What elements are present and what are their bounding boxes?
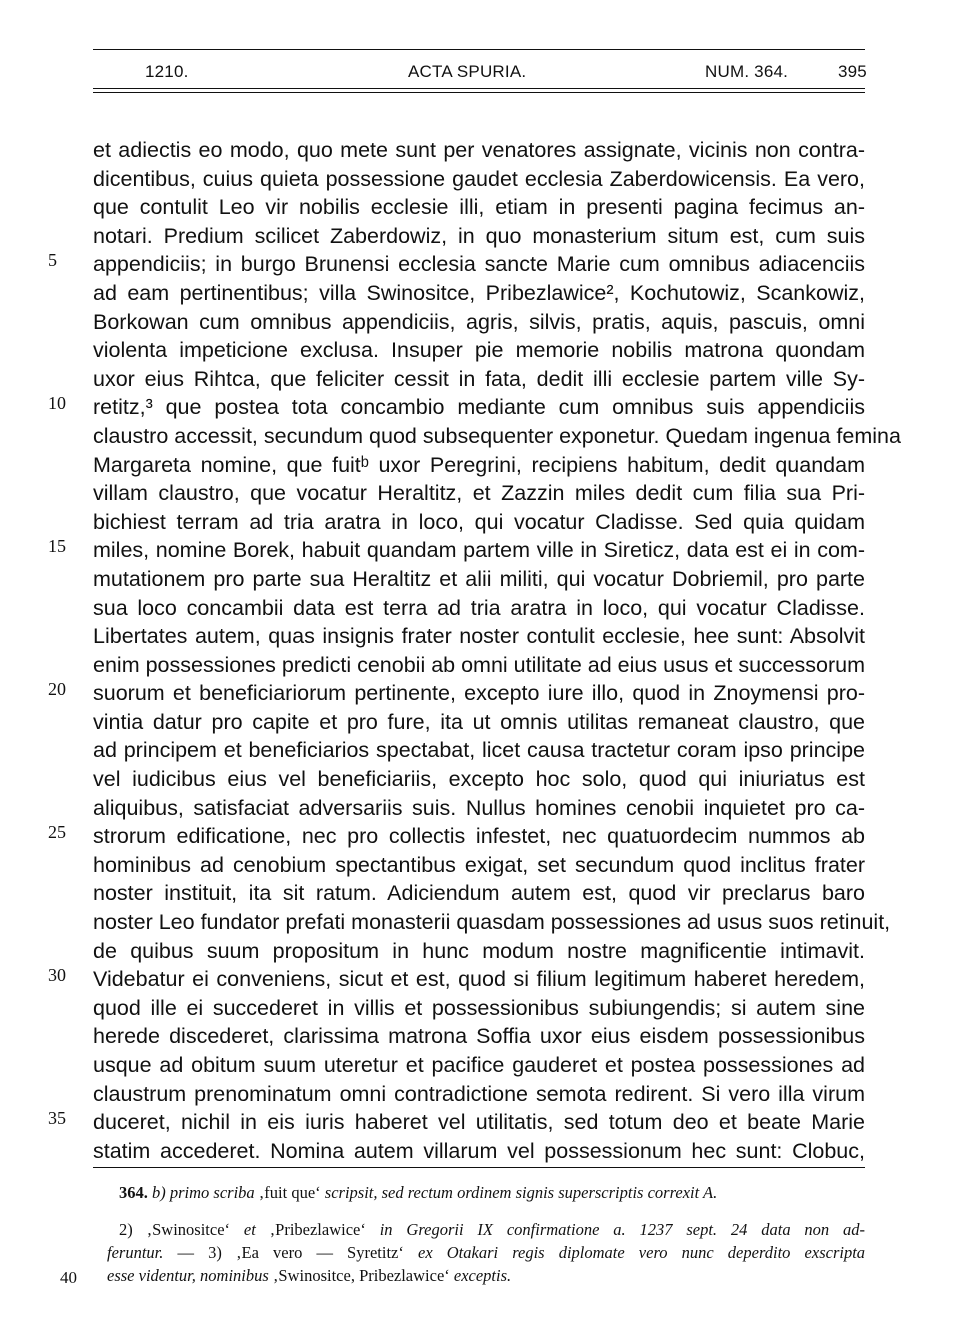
text-line: que contulit Leo vir nobilis ecclesie illi, etiam in presenti pagina fecimus an- [93, 195, 865, 220]
footnote-quote: ‚fuit que‘ [258, 1183, 321, 1202]
text-line: statim accederet. Nomina autem villarum vel possessionum hec sunt: Clobuc, [93, 1138, 865, 1163]
text-line: retitz,³ que postea tota concambio mediante cum omnibus suis appendiciis [93, 395, 865, 420]
footnote-quote: ‚Swinositce‘ [146, 1220, 231, 1239]
text-line: Borkowan cum omnibus appendiciis, agris, silvis, pratis, aquis, pascuis, omni [93, 309, 865, 334]
text-line: herede discederet, clarissima matrona Soffia uxor eius eisdem possessionibus [93, 1024, 865, 1049]
footnote-text: esse videntur, nominibus [107, 1266, 269, 1285]
footnote-text: ex Otakari regis diplomate vero nunc deperdito exscripta [418, 1243, 866, 1262]
text-line: et adiectis eo modo, quo mete sunt per venatores assignate, vicinis non contra- [93, 138, 865, 162]
line-number-40: 40 [60, 1268, 77, 1287]
text-line: quod ille ei succederet in villis et possessionibus subiungendis; si autem sine [93, 995, 865, 1020]
line-number-5: 5 [48, 250, 57, 270]
text-line: duceret, nichil in eis iuris haberet vel utilitatis, sed totum deo et beate Marie [93, 1110, 865, 1135]
text-line: appendiciis; in burgo Brunensi ecclesia sancte Marie cum omnibus adiacenciis [93, 252, 865, 277]
text-line: ad eam pertinentibus; villa Swinositce, Pribezlawice², Kochutowiz, Scankowiz, [93, 280, 865, 305]
text-line: dicentibus, cuius quieta possessione gaudet ecclesia Zaberdowicensis. Ea vero, [93, 166, 865, 191]
footnote-text: et [243, 1220, 256, 1239]
footnote-separator [93, 1167, 865, 1168]
header-title: ACTA SPURIA. [408, 62, 527, 81]
text-line: aliquibus, satisfaciat adversariis suis. Nullus homines cenobii inquietet pro ca- [93, 795, 865, 820]
text-line: Margareta nomine, que fuitᵇ uxor Peregrini, recipiens habitum, dedit quandam [93, 452, 865, 477]
line-number-25: 25 [48, 822, 66, 842]
footnote-text: feruntur. [107, 1243, 164, 1262]
text-line: miles, nomine Borek, habuit quandam partem ville in Sireticz, data est ei in com- [93, 538, 865, 563]
text-line: hominibus ad cenobium spectantibus exigat, set secundum quod inclitus frater [93, 852, 865, 877]
charter-text [93, 136, 901, 1165]
line-number-20: 20 [48, 679, 66, 699]
header-rule-bottom-thin [93, 92, 865, 93]
header-rule-top [93, 49, 865, 50]
text-line: noster instituit, ita sit ratum. Adiciendum autem est, quod vir preclarus baro [93, 881, 865, 906]
text-line: Videbatur ei conveniens, sicut et est, quod si filium legitimum haberet heredem, [93, 967, 865, 992]
text-line: claustro accessit, secundum quod subsequenter exponetur. Quedam ingenua femina [93, 423, 901, 448]
footnote-quote: ‚Swinositce, Pribezlawice‘ [272, 1266, 450, 1285]
text-line: enim possessiones predicti cenobii ab omni utilitate ad eius usus et successorum [93, 652, 866, 677]
text-line: violenta impeticione exclusa. Insuper pie memorie nobilis matrona quondam [93, 338, 865, 363]
footnote-number: 2) [119, 1220, 133, 1239]
footnote-quote: ‚Pribezlawice‘ [269, 1220, 366, 1239]
footnote-b [93, 1181, 865, 1204]
text-line: sua loco concambii data est terra ad tria aratra in loco, qui vocatur Cladisse. [93, 595, 865, 620]
line-number-30: 30 [48, 965, 66, 985]
text-line: notari. Predium scilicet Zaberdowiz, in quo monasterium situm est, cum suis [93, 223, 865, 248]
footnote-2-3 [93, 1218, 865, 1287]
text-line: villam claustro, que vocatur Heraltitz, et Zazzin miles dedit cum filia sua Pri- [93, 481, 865, 506]
text-line: strorum edificatione, nec pro collectis infestet, nec quatuordecim nummos ab [93, 824, 865, 849]
footnote-text: in Gregorii IX confirmatione a. 1237 sept. 24 data non ad- [379, 1220, 866, 1239]
footnote-doc-number: 364. [119, 1183, 148, 1202]
header-document-number: NUM. 364. [705, 62, 789, 81]
text-line: vintia datur pro capite et pro fure, ita ut omnis utilitas remaneat claustro, que [93, 709, 865, 734]
footnote-number: — 3) [177, 1243, 222, 1262]
line-number-15: 15 [48, 536, 66, 556]
text-line: noster Leo fundator prefati monasterii quasdam possessiones ad usus suos retinuit, [93, 910, 891, 935]
text-line: uxor eius Rihtca, que feliciter cessit in fata, dedit illi ecclesie partem ville Sy- [93, 366, 865, 391]
text-line: usque ad obitum suum uteretur et pacifice gauderet et postea possessiones ad [93, 1053, 865, 1077]
header-rule-bottom [93, 88, 865, 89]
line-number-35: 35 [48, 1108, 66, 1128]
text-line: mutationem pro parte sua Heraltitz et alii militi, qui vocatur Dobriemil, pro parte [93, 566, 865, 591]
line-number-10: 10 [48, 393, 66, 413]
text-line: suorum et beneficiariorum pertinente, excepto iure illo, quod in Znoymensi pro- [93, 681, 865, 706]
text-line: ad principem et beneficiarios spectabat, licet causa tractetur coram ipso principe [93, 738, 865, 763]
text-line: bichiest terram ad tria aratra in loco, qui vocatur Cladisse. Sed quia quidam [93, 509, 865, 534]
text-line: Libertates autem, quas insignis frater noster contulit ecclesie, hee sunt: Absolvit [93, 624, 865, 649]
header-year: 1210. [145, 62, 189, 81]
footnote-text: exceptis. [453, 1266, 512, 1285]
footnote-text: primo scriba [169, 1183, 255, 1202]
header-page-number: 395 [838, 62, 867, 81]
footnote-mark: b) [152, 1183, 166, 1202]
text-line: vel iudicibus eius vel beneficiariis, excepto hoc solo, quod qui iniuriatus est [93, 767, 865, 792]
text-line: de quibus suum propositum in hunc modum nostre magnificentie intimavit. [93, 938, 865, 963]
footnote-text: scripsit, sed rectum ordinem signis superscriptis correxit A. [324, 1183, 718, 1202]
footnote-quote: ‚Ea vero — Syretitz‘ [236, 1243, 404, 1262]
text-line: claustrum prenominatum omni contradictione semota redirent. Si vero illa virum [93, 1081, 865, 1106]
